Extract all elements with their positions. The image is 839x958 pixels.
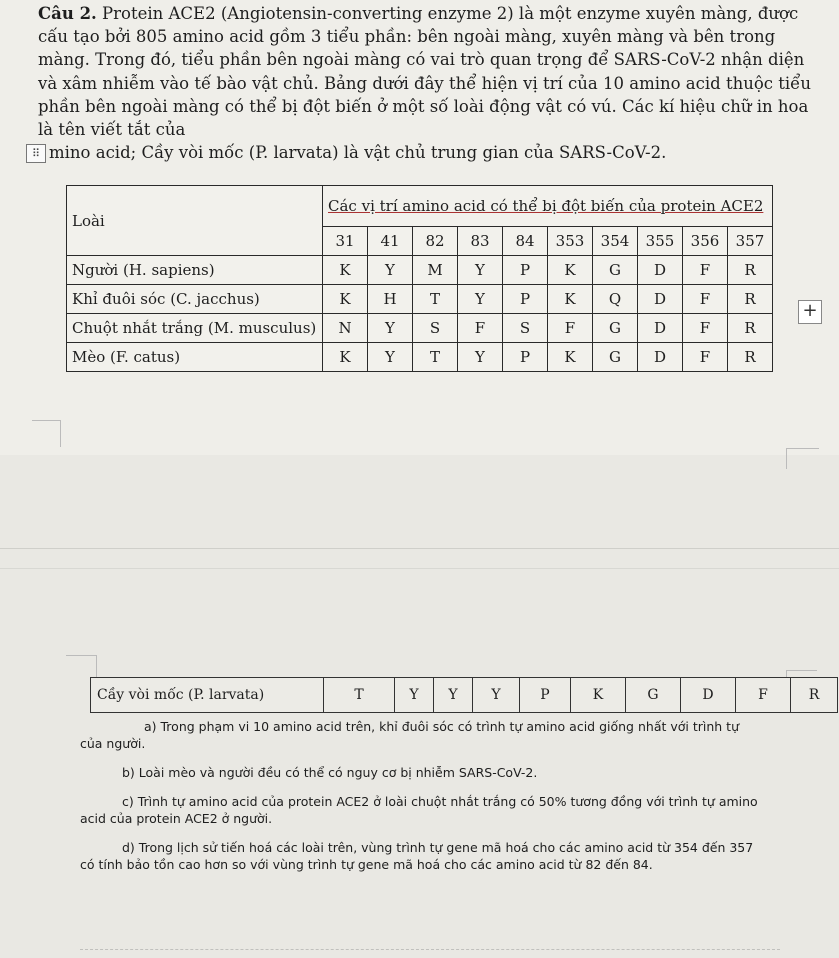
divider — [0, 568, 839, 569]
amino-acid-cell: Y — [458, 343, 503, 372]
amino-acid-cell: F — [683, 256, 728, 285]
amino-acid-cell: G — [593, 256, 638, 285]
position-number: 84 — [503, 227, 548, 256]
question-text: Protein ACE2 (Angiotensin-converting enzyme 2) là một enzyme xuyên màng, được cấu tạo bởi 805 amino acid gồm 3 tiểu phần: bên ngoài màng, xuyên màng và bên trong màng. Trong đó, tiểu phần bên ngoài màng có vai trò quan trọng để SARS-CoV-2 nhận diện và xâm nhiễm vào tế bào vật chủ. Bảng dưới đây thể hiện vị trí của 10 amino acid thuộc tiểu phần bên ngoài màng có thể bị đột biến ở một số loài động vật có vú. Các kí hiệu chữ in hoa là tên viết tắt của — [38, 4, 811, 140]
position-number: 356 — [683, 227, 728, 256]
species-name: Người (H. sapiens) — [67, 256, 323, 285]
question-text-tail: mino acid; Cầy vòi mốc (P. larvata) là vật chủ trung gian của SARS-CoV-2. — [49, 143, 667, 163]
position-number: 353 — [548, 227, 593, 256]
amino-acid-cell: T — [413, 343, 458, 372]
amino-acid-cell: G — [593, 343, 638, 372]
amino-acid-cell: Y — [473, 678, 520, 713]
amino-acid-cell: R — [728, 314, 773, 343]
table-row — [67, 343, 773, 372]
option-b: b) Loài mèo và người đều có thể có nguy cơ bị nhiễm SARS-CoV-2. — [122, 765, 538, 780]
position-number: 82 — [413, 227, 458, 256]
species-name: Khỉ đuôi sóc (C. jacchus) — [67, 285, 323, 314]
table-row — [67, 314, 773, 343]
amino-acid-cell: Y — [368, 314, 413, 343]
position-number: 355 — [638, 227, 683, 256]
cut-off-text-line — [80, 949, 780, 958]
amino-acid-cell: K — [323, 285, 368, 314]
amino-acid-cell: R — [791, 678, 838, 713]
position-number: 83 — [458, 227, 503, 256]
crop-corner-icon — [32, 420, 61, 447]
amino-acid-cell: M — [413, 256, 458, 285]
question-label: Câu 2. — [38, 4, 97, 23]
amino-acid-cell: R — [728, 285, 773, 314]
amino-acid-cell: Y — [368, 256, 413, 285]
position-number: 357 — [728, 227, 773, 256]
amino-acid-cell: G — [593, 314, 638, 343]
species-name: Cầy vòi mốc (P. larvata) — [91, 678, 324, 713]
amino-acid-cell: D — [638, 285, 683, 314]
amino-acid-cell: D — [638, 256, 683, 285]
table-row — [67, 256, 773, 285]
table-row — [91, 678, 838, 713]
position-number: 41 — [368, 227, 413, 256]
table-header-row — [67, 186, 773, 227]
amino-acid-cell: F — [683, 285, 728, 314]
amino-acid-cell: P — [503, 343, 548, 372]
position-number: 31 — [323, 227, 368, 256]
amino-acid-cell: F — [683, 314, 728, 343]
option-c: c) Trình tự amino acid của protein ACE2 ở loài chuột nhắt trắng có 50% tương đồng với trình tự amino acid của protein ACE2 ở người. — [80, 794, 758, 826]
amino-acid-cell: D — [681, 678, 736, 713]
option-a: a) Trong phạm vi 10 amino acid trên, khỉ đuôi sóc có trình tự amino acid giống nhất với trình tự của người. — [80, 719, 739, 751]
amino-acid-cell: Y — [458, 285, 503, 314]
question-paragraph — [31, 2, 823, 164]
amino-acid-cell: G — [626, 678, 681, 713]
amino-acid-cell: F — [548, 314, 593, 343]
amino-acid-cell: Y — [458, 256, 503, 285]
position-number: 354 — [593, 227, 638, 256]
crop-corner-icon — [66, 655, 97, 678]
table-row — [67, 285, 773, 314]
amino-acid-cell: D — [638, 343, 683, 372]
amino-acid-cell: T — [324, 678, 395, 713]
amino-acid-cell: Y — [368, 343, 413, 372]
amino-acid-cell: F — [736, 678, 791, 713]
species-name: Mèo (F. catus) — [67, 343, 323, 372]
answer-options — [80, 718, 760, 885]
option-d: d) Trong lịch sử tiến hoá các loài trên, vùng trình tự gene mã hoá cho các amino acid từ 354 đến 357 có tính bảo tồn cao hơn so với vùng trình tự gene mã hoá cho các amino acid từ 82 đến 84. — [80, 840, 754, 872]
amino-acid-cell: Y — [434, 678, 473, 713]
amino-acid-cell: K — [548, 343, 593, 372]
species-column-header: Loài — [67, 186, 323, 256]
amino-acid-cell: S — [413, 314, 458, 343]
divider — [0, 548, 839, 549]
amino-acid-cell: K — [548, 256, 593, 285]
amino-acid-cell: K — [571, 678, 626, 713]
amino-acid-cell: D — [638, 314, 683, 343]
crop-corner-icon — [786, 448, 819, 469]
amino-acid-cell: R — [728, 256, 773, 285]
amino-acid-cell: F — [683, 343, 728, 372]
amino-acid-cell: P — [520, 678, 571, 713]
amino-acid-cell: K — [548, 285, 593, 314]
amino-acid-cell: N — [323, 314, 368, 343]
continuation-table — [90, 677, 838, 713]
amino-acid-cell: T — [413, 285, 458, 314]
amino-acid-table — [66, 185, 773, 372]
add-row-button[interactable]: + — [798, 300, 822, 324]
amino-acid-cell: S — [503, 314, 548, 343]
amino-acid-cell: P — [503, 256, 548, 285]
amino-acid-cell: K — [323, 256, 368, 285]
amino-acid-cell: R — [728, 343, 773, 372]
amino-acid-cell: H — [368, 285, 413, 314]
amino-acid-cell: K — [323, 343, 368, 372]
drag-handle-icon[interactable]: ⠿ — [26, 144, 46, 163]
species-name: Chuột nhắt trắng (M. musculus) — [67, 314, 323, 343]
amino-acid-cell: F — [458, 314, 503, 343]
amino-acid-cell: Q — [593, 285, 638, 314]
positions-header: Các vị trí amino acid có thể bị đột biến của protein ACE2 — [323, 186, 773, 227]
amino-acid-cell: Y — [395, 678, 434, 713]
amino-acid-cell: P — [503, 285, 548, 314]
